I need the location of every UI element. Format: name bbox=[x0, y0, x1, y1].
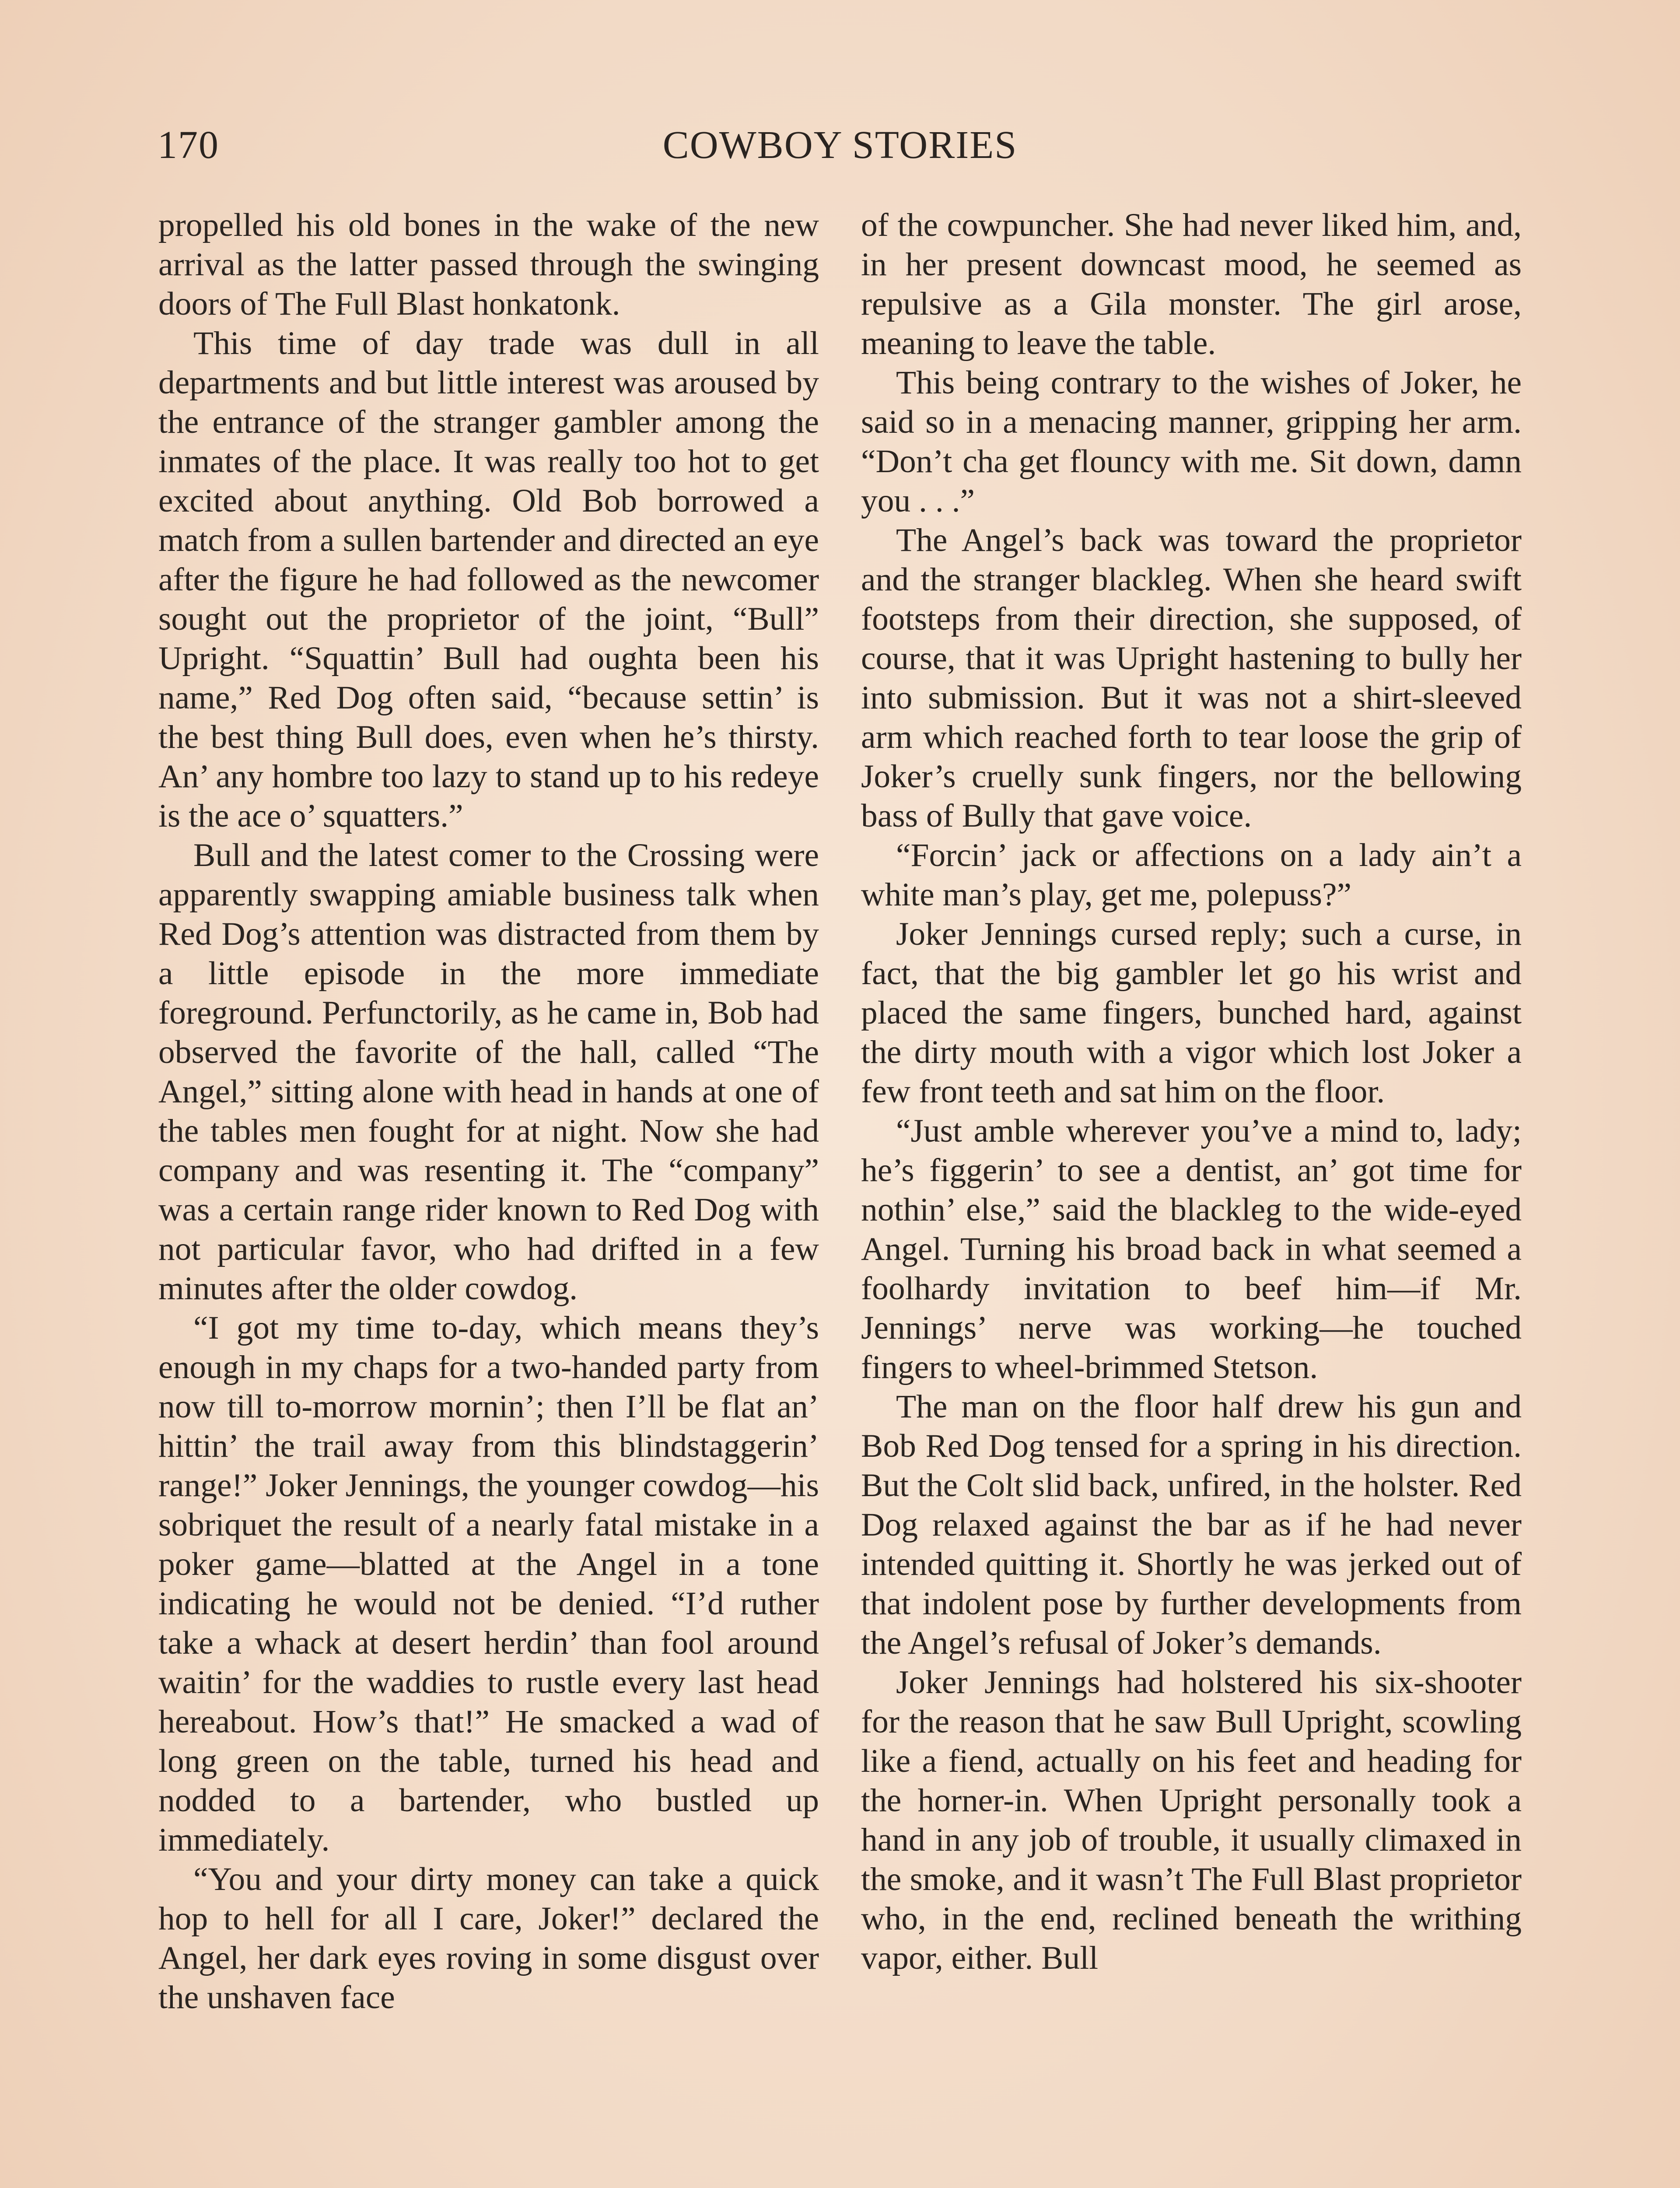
paragraph: “I got my time to-day, which means they’s enough in my chaps for a two-handed party from now till to-morrow mornin’; then I’ll be flat an’ hittin’ the trail away from this blindstaggerin’ range!” Joker Jennings, the younger cowdog—his sobriquet the result of a nearly fatal mistake in a poker game—blatted at the Angel in a tone indicating he would not be denied. “I’d ruther take a whack at desert herdin’ than fool around waitin’ for the waddies to rustle every last head hereabout. How’s that!” He smacked a wad of long green on the table, turned his head and nodded to a bartender, who bustled up immediately. bbox=[158, 1310, 819, 1858]
running-head: COWBOY STORIES bbox=[662, 123, 1018, 167]
paragraph: “Forcin’ jack or affections on a lady ain’t a white man’s play, get me, polepuss?” bbox=[861, 837, 1522, 913]
paragraph: propelled his old bones in the wake of the new arrival as the latter passed through the swinging doors of The Full Blast honkatonk. bbox=[158, 207, 819, 322]
left-column bbox=[158, 206, 819, 2017]
paragraph: This being contrary to the wishes of Joker, he said so in a menacing manner, gripping her arm. “Don’t cha get flouncy with me. Sit down, damn you . . .” bbox=[861, 365, 1522, 519]
page-number: 170 bbox=[158, 123, 219, 167]
right-column bbox=[861, 206, 1522, 1978]
paragraph: “You and your dirty money can take a quick hop to hell for all I care, Joker!” declared the Angel, her dark eyes roving in some disgust over the unshaven face bbox=[158, 1861, 819, 2016]
paragraph: The man on the floor half drew his gun and Bob Red Dog tensed for a spring in his direction. But the Colt slid back, unfired, in the holster. Red Dog relaxed against the bar as if he had never intended quitting it. Shortly he was jerked out of that indolent pose by further developments from the Angel’s refusal of Joker’s demands. bbox=[861, 1389, 1522, 1661]
page-header bbox=[158, 123, 1522, 175]
paragraph: Joker Jennings had holstered his six-shooter for the reason that he saw Bull Upright, scowling like a fiend, actually on his feet and heading for the horner-in. When Upright personally took a hand in any job of trouble, it usually climaxed in the smoke, and it wasn’t The Full Blast proprietor who, in the end, reclined beneath the writhing vapor, either. Bull bbox=[861, 1664, 1522, 1976]
paragraph: “Just amble wherever you’ve a mind to, lady; he’s figgerin’ to see a dentist, an’ got time for nothin’ else,” said the blackleg to the wide-eyed Angel. Turning his broad back in what seemed a foolhardy invitation to beef him—if Mr. Jennings’ nerve was working—he touched fingers to wheel-brimmed Stetson. bbox=[861, 1113, 1522, 1385]
paragraph: Joker Jennings cursed reply; such a curse, in fact, that the big gambler let go his wrist and placed the same fingers, bunched hard, against the dirty mouth with a vigor which lost Joker a few front teeth and sat him on the floor. bbox=[861, 916, 1522, 1110]
paragraph: Bull and the latest comer to the Crossing were apparently swapping amiable business talk when Red Dog’s attention was distracted from them by a little episode in the more immediate foreground. Perfunctorily, as he came in, Bob had observed the favorite of the hall, called “The Angel,” sitting alone with head in hands at one of the tables men fought for at night. Now she had company and was resenting it. The “company” was a certain range rider known to Red Dog with not particular favor, who had drifted in a few minutes after the older cowdog. bbox=[158, 837, 819, 1307]
paragraph: This time of day trade was dull in all departments and but little interest was aroused by the entrance of the stranger gambler among the inmates of the place. It was really too hot to get excited about anything. Old Bob borrowed a match from a sullen bartender and directed an eye after the figure he had followed as the newcomer sought out the proprietor of the joint, “Bull” Upright. “Squattin’ Bull had oughta been his name,” Red Dog often said, “because settin’ is the best thing Bull does, even when he’s thirsty. An’ any hombre too lazy to stand up to his redeye is the ace o’ squatters.” bbox=[158, 325, 819, 834]
paragraph: The Angel’s back was toward the proprietor and the stranger blackleg. When she heard swift footsteps from their direction, she supposed, of course, that it was Upright hastening to bully her into submission. But it was not a shirt-sleeved arm which reached forth to tear loose the grip of Joker’s cruelly sunk fingers, nor the bellowing bass of Bully that gave voice. bbox=[861, 522, 1522, 834]
paragraph: of the cowpuncher. She had never liked him, and, in her present downcast mood, he seemed as repulsive as a Gila monster. The girl arose, meaning to leave the table. bbox=[861, 207, 1522, 361]
